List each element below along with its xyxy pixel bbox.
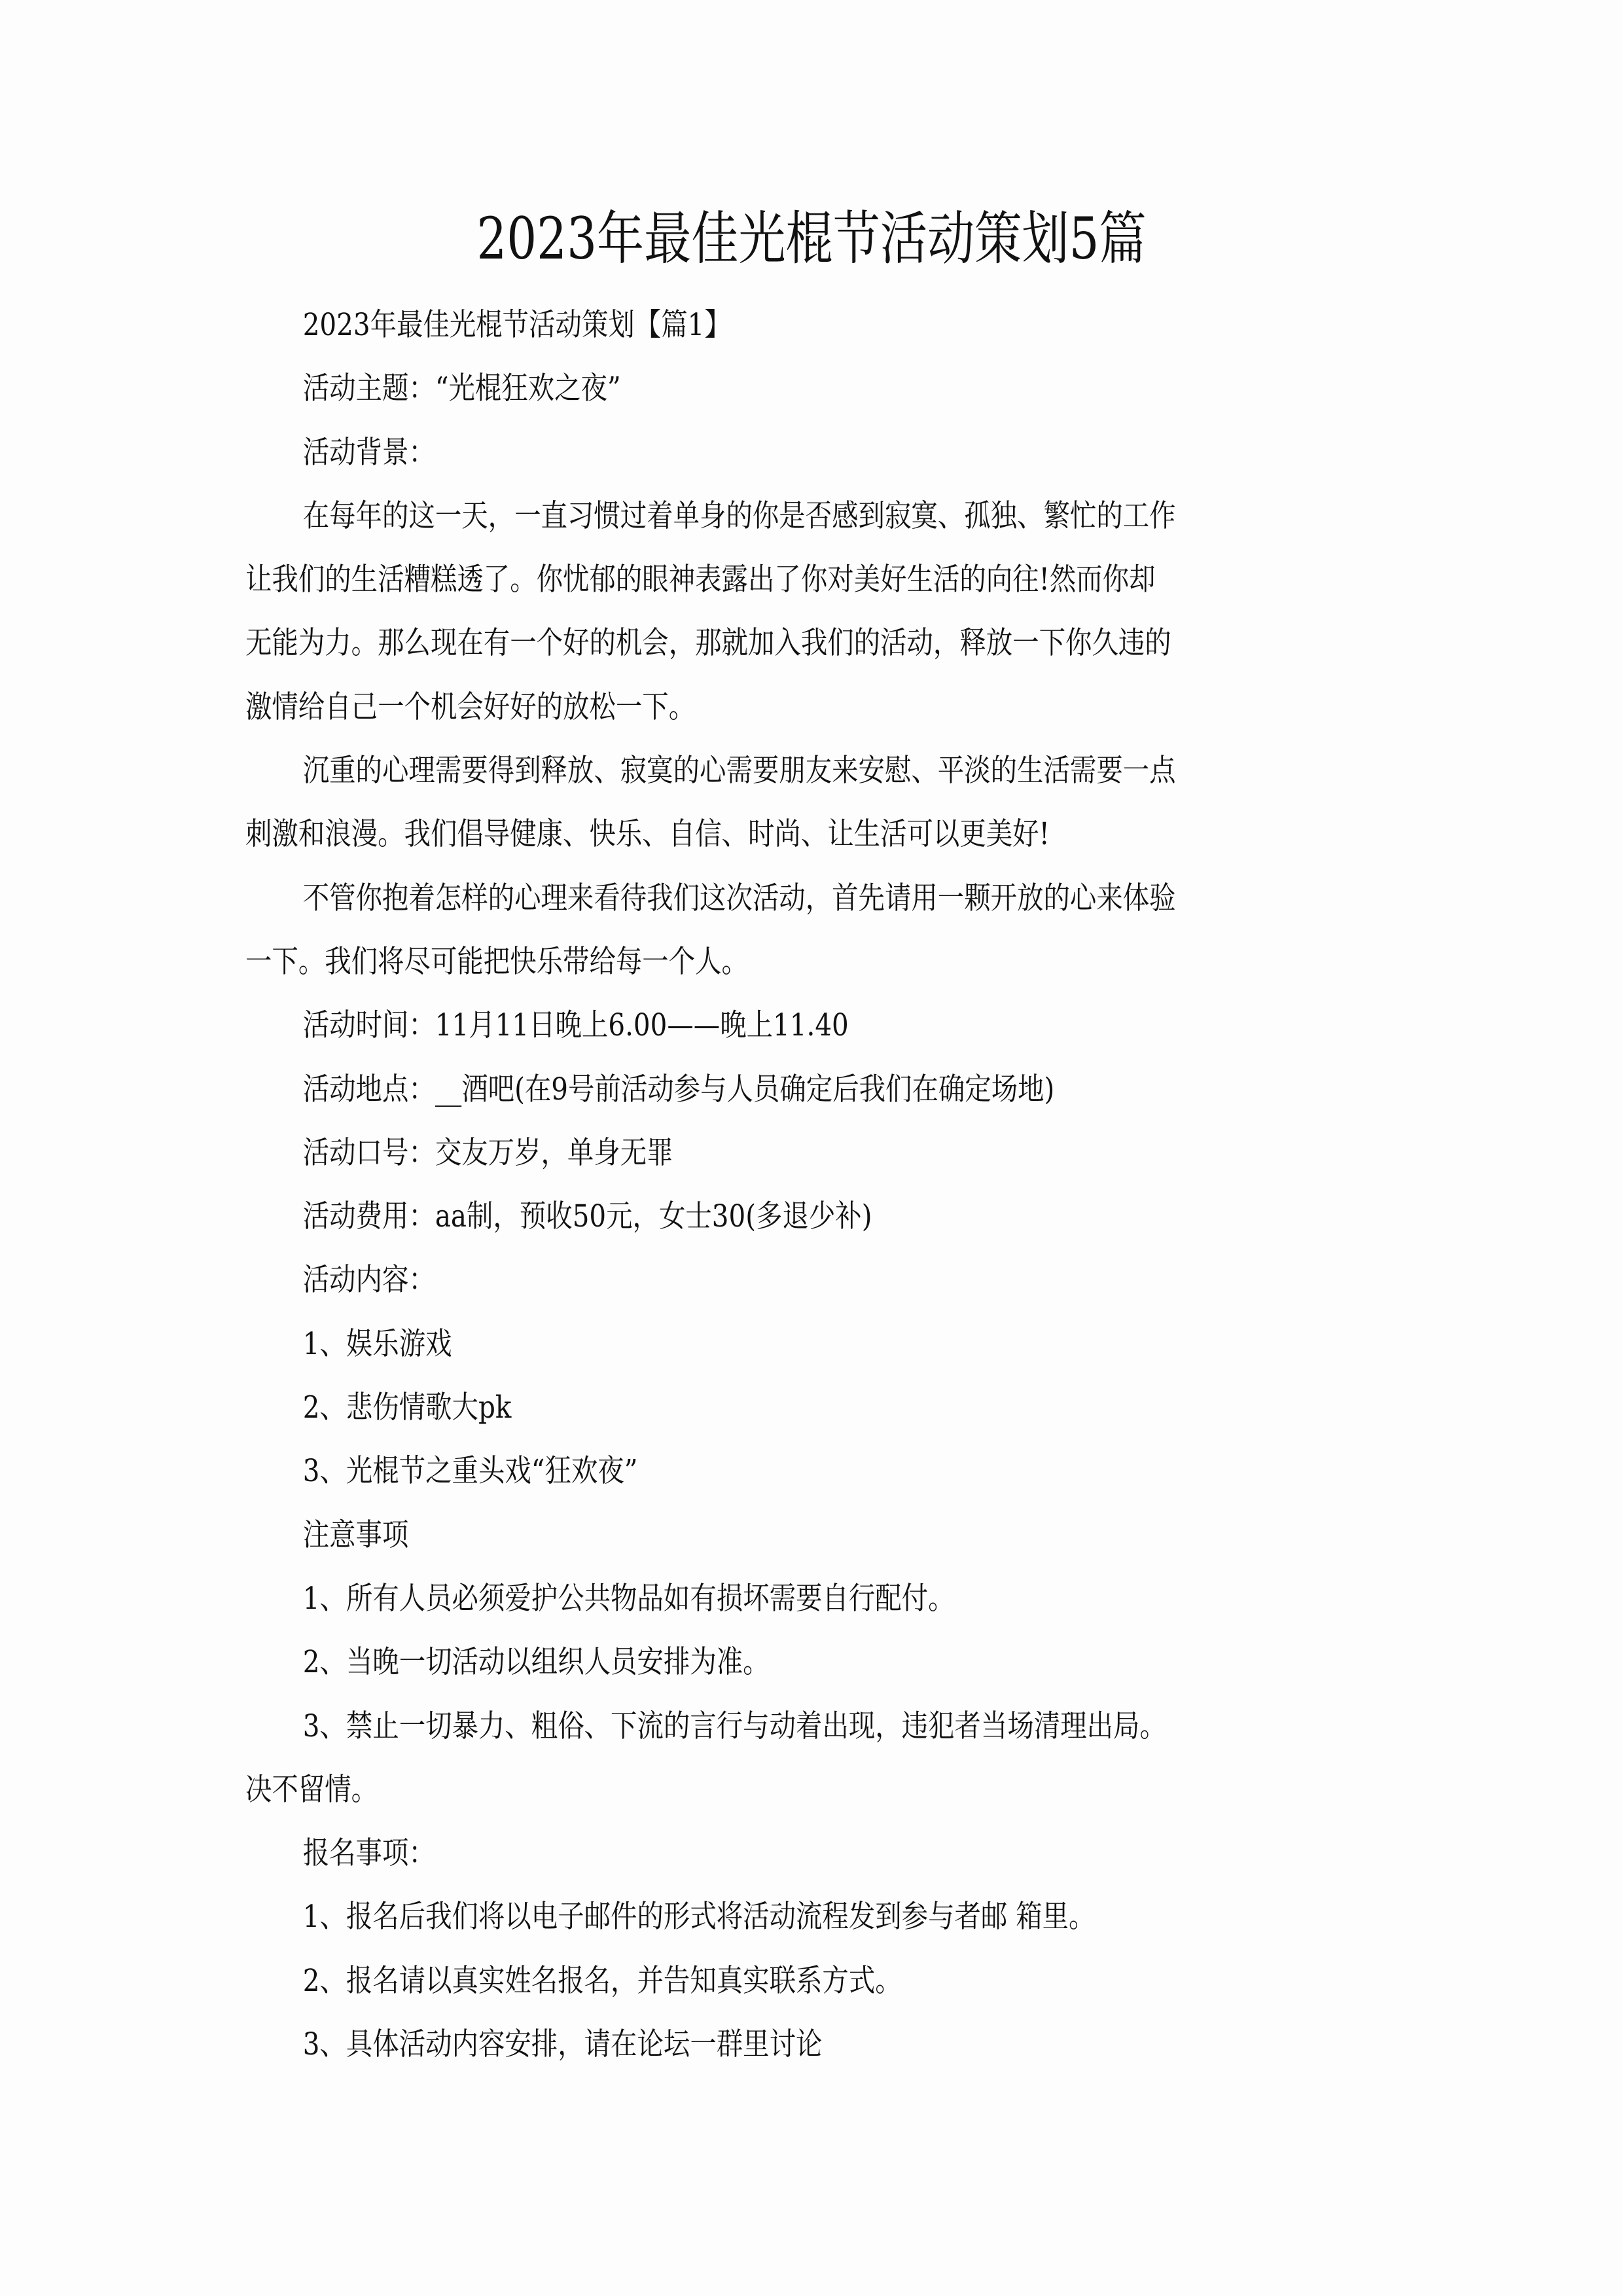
list-item: 3、禁止一切暴力、粗俗、下流的言行与动着出现，违犯者当场清理出局。 [302,1708,1166,1744]
paragraph-line: 激情给自己一个机会好好的放松一下。 [245,689,696,725]
event-slogan: 活动口号：交友万岁，单身无罪 [302,1134,673,1171]
event-cost: 活动费用：aa制，预收50元，女士30(多退少补) [302,1198,872,1235]
paragraph-line: 无能为力。那么现在有一个好的机会，那就加入我们的活动，释放一下你久违的 [245,625,1171,662]
list-item: 2、当晚一切活动以组织人员安排为准。 [302,1644,770,1681]
paragraph-line: 在每年的这一天，一直习惯过着单身的你是否感到寂寞、孤独、繁忙的工作 [302,497,1176,534]
list-item: 3、光棍节之重头戏“狂欢夜” [302,1453,638,1490]
paragraph-line: 一下。我们将尽可能把快乐带给每一个人。 [245,943,748,980]
list-item: 2、报名请以真实姓名报名，并告知真实联系方式。 [302,1962,902,1999]
event-theme: 活动主题：“光棍狂欢之夜” [302,370,621,407]
notes-label: 注意事项 [302,1516,409,1553]
list-item: 3、具体活动内容安排，请在论坛一群里讨论 [302,2026,823,2063]
paragraph-line: 刺激和浪漫。我们倡导健康、快乐、自信、时尚、让生活可以更美好! [245,816,1050,853]
content-label: 活动内容： [302,1262,435,1299]
background-label: 活动背景： [302,434,435,471]
event-location: 活动地点：__酒吧(在9号前活动参与人员确定后我们在确定场地) [302,1071,1055,1107]
list-item: 2、悲伤情歌大pk [302,1390,512,1426]
registration-label: 报名事项： [302,1835,435,1872]
paragraph-line: 不管你抱着怎样的心理来看待我们这次活动，首先请用一颗开放的心来体验 [302,880,1176,916]
list-item: 1、娱乐游戏 [302,1325,452,1362]
paragraph-line: 沉重的心理需要得到释放、寂寞的心需要朋友来安慰、平淡的生活需要一点 [302,753,1176,789]
list-item: 1、所有人员必须爱护公共物品如有损坏需要自行配付。 [302,1580,955,1617]
document-title: 2023年最佳光棍节活动策划5篇 [476,205,1147,272]
paragraph-line: 让我们的生活糟糕透了。你忧郁的眼神表露出了你对美好生活的向往!然而你却 [245,562,1156,598]
paragraph-line: 决不留情。 [245,1771,378,1808]
list-item: 1、报名后我们将以电子邮件的形式将活动流程发到参与者邮 箱里。 [302,1899,1096,1935]
section-heading: 2023年最佳光棍节活动策划【篇1】 [302,307,731,343]
event-time: 活动时间：11月11日晚上6.00——晚上11.40 [302,1007,849,1044]
document-body [245,293,1378,2076]
